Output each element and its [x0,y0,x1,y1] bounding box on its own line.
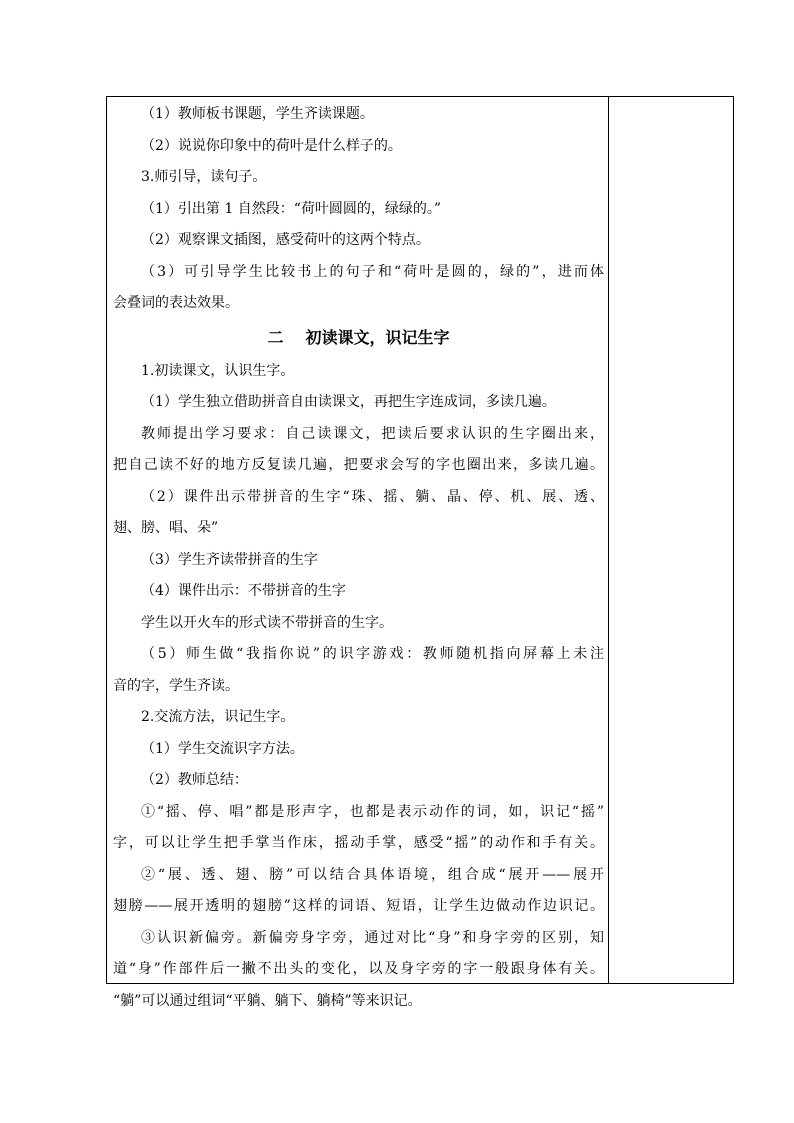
text-line: 教师提出学习要求：自己读课文，把读后要求认识的生字圈出来， [141,425,604,442]
section-title: 初读课文，识记生字 [305,327,450,347]
text-line: （5）师生做“我指你说”的识字游戏：教师随机指向屏幕上未注 [141,646,604,662]
text-line: ①“摇、停、唱”都是形声字，也都是表示动作的词，如，识记“摇” [141,803,604,820]
text-line: （3）学生齐读带拼音的生字 [141,551,318,568]
text-line: （2）教师总结： [141,772,248,788]
text-line: （4）课件出示：不带拼音的生字 [141,583,346,599]
text-line: 2.交流方法，识记生字。 [141,709,295,725]
content-cell [107,97,609,1009]
text-line: （2）课件出示带拼音的生字“珠、摇、躺、晶、停、机、展、透、 [141,488,604,505]
text-line: 道“身”作部件后一撇不出头的变化，以及身字旁的字一般跟身体有关。 [113,961,604,977]
notes-cell [609,97,733,983]
text-line: （1）教师板书课题，学生齐读课题。 [141,106,374,122]
text-line: 字，可以让学生把手掌当作床，摇动手掌，感受“摇”的动作和手有关。 [113,835,604,851]
text-line: 3.师引导，读句子。 [141,169,267,185]
text-line: （1）学生交流识字方法。 [141,740,304,757]
section-heading [113,320,604,356]
text-line: 把自己读不好的地方反复读几遍，把要求会写的字也圈出来，多读几遍。 [113,457,604,473]
text-line: （3）可引导学生比较书上的句子和“荷叶是圆的，绿的”，进而体 [141,263,604,280]
text-line: “躺”可以通过组词“平躺、躺下、躺椅”等来识记。 [113,992,422,1009]
lesson-plan-table [106,96,734,1009]
text-line: （2）观察课文插图，感受荷叶的这两个特点。 [141,232,430,248]
text-line: 会叠词的表达效果。 [113,295,239,311]
text-line: 翅、膀、唱、朵” [113,520,219,536]
text-line: 1.初读课文，认识生字。 [141,362,295,379]
text-line: 翅膀——展开透明的翅膀”这样的词语、短语，让学生边做动作边识记。 [113,898,604,914]
text-line: ②“展、透、翅、膀”可以结合具体语境，组合成“展开——展开 [141,866,604,883]
section-number: 二 [267,327,284,347]
text-line: （2）说说你印象中的荷叶是什么样子的。 [141,137,402,154]
text-line: ③认识新偏旁。新偏旁身字旁，通过对比“身”和身字旁的区别，知 [141,929,604,946]
text-line: 音的字，学生齐读。 [113,677,239,694]
text-line: （1）学生独立借助拼音自由读课文，再把生字连成词，多读几遍。 [141,394,556,410]
text-line: （1）引出第 1 自然段：“荷叶圆圆的，绿绿的。” [141,200,442,217]
text-line: 学生以开火车的形式读不带拼音的生字。 [141,614,393,631]
